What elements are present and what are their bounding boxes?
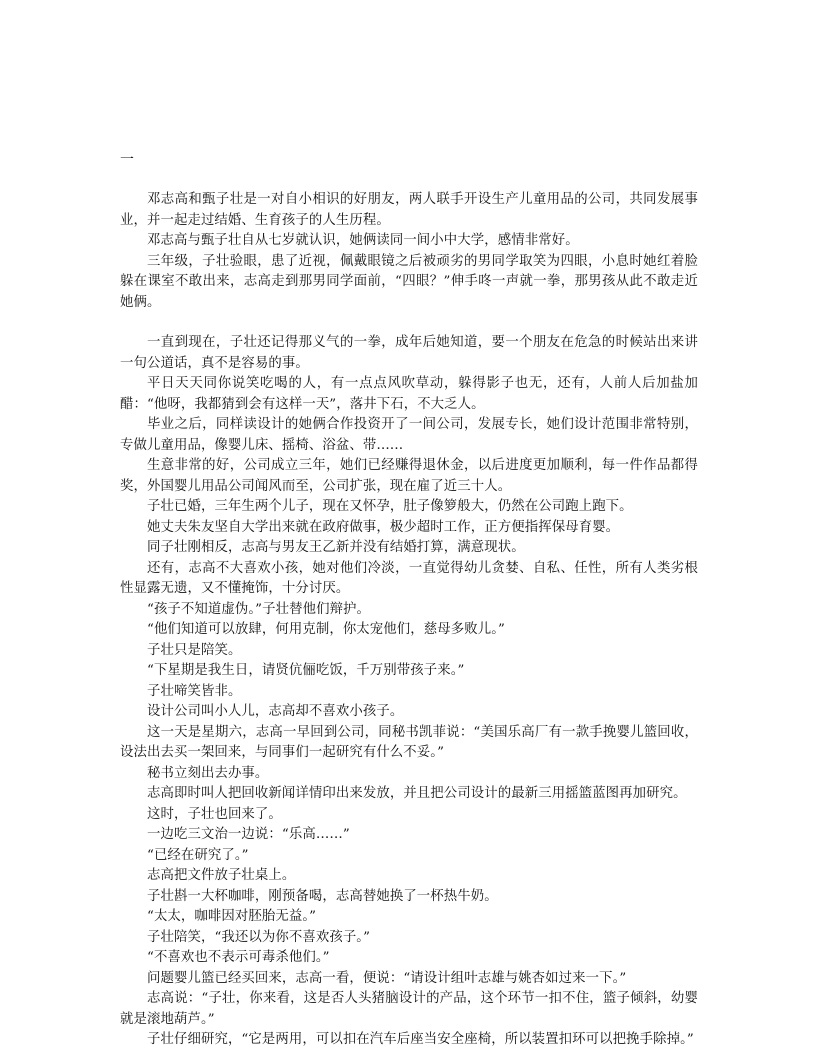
paragraph: 秘书立刻出去办事。	[147, 765, 269, 781]
paragraph: 同子壮刚相反，志高与男友王乙新并没有结婚打算，满意现状。	[147, 540, 525, 555]
paragraph: 志高说：“子壮，你来看，这是否人头猪脑设计的产品，这个环节一扣不住，篮子倾斜，幼婴就是滚地葫芦。”	[120, 991, 698, 1027]
paragraph: 设计公司叫小人儿，志高却不喜欢小孩子。	[147, 704, 404, 719]
paragraph: 子壮陪笑，“我还以为你不喜欢孩子。”	[147, 929, 371, 945]
paragraph: 志高即时叫人把回收新闻详情印出来发放，并且把公司设计的最新三用摇篮蓝图再加研究。	[147, 786, 687, 801]
paragraph: 一边吃三文治一边说：“乐高……”	[147, 827, 350, 842]
paragraph: “太太，咖啡因对胚胎无益。”	[147, 909, 317, 924]
paragraph: 三年级，子壮验眼，患了近视，佩戴眼镜之后被顽劣的男同学取笑为四眼，小息时她红着脸躲在课室不敢出来，志高走到那男同学面前，“四眼？”伸手咚一声就一拳，那男孩从此不敢走近她俩。	[120, 253, 698, 310]
paragraph: “孩子不知道虚伪。”子壮替他们辩护。	[147, 601, 371, 617]
paragraph: 邓志高和甄子壮是一对自小相识的好朋友，两人联手开设生产儿童用品的公司，共同发展事业，并一起走过结婚、生育孩子的人生历程。	[120, 192, 698, 228]
paragraph: 子壮只是陪笑。	[147, 642, 242, 658]
paragraph: 毕业之后，同样读设计的她俩合作投资开了一间公司，发展专长，她们设计范围非常特别，专做儿童用品，像婴儿床、摇椅、浴盆、带……	[120, 417, 698, 453]
paragraph: 子壮已婚，三年生两个儿子，现在又怀孕，肚子像箩般大，仍然在公司跑上跑下。	[147, 499, 633, 514]
paragraph: 邓志高与甄子壮自从七岁就认识，她俩读同一间小中大学，感情非常好。	[147, 233, 579, 248]
body-text	[120, 190, 698, 1051]
paragraph: 平日天天同你说笑吃喝的人，有一点点风吹草动，躲得影子也无，还有，人前人后加盐加醋：“他呀，我都猜到会有这样一天”，落井下石，不大乏人。	[120, 376, 698, 412]
paragraph: 这一天是星期六，志高一早回到公司，同秘书凯菲说：“美国乐高厂有一款手挽婴儿篮回收，设法出去买一架回来，与同事们一起研究有什么不妥。”	[120, 724, 698, 760]
paragraph: 问题婴儿篮已经买回来，志高一看，便说：“请设计组叶志雄与姚杏如过来一下。”	[147, 970, 627, 986]
paragraph: 还有，志高不大喜欢小孩，她对他们冷淡，一直觉得幼儿贪婪、自私、任性，所有人类劣根性显露无遗，又不懂掩饰，十分讨厌。	[120, 560, 698, 596]
paragraph: 子壮啼笑皆非。	[147, 683, 242, 699]
paragraph: 生意非常的好，公司成立三年，她们已经赚得退休金，以后进度更加顺利，每一件作品都得奖，外国婴儿用品公司闻风而至，公司扩张，现在雇了近三十人。	[120, 458, 698, 494]
paragraph: 子壮斟一大杯咖啡，刚预备喝，志高替她换了一杯热牛奶。	[147, 888, 498, 904]
chapter-heading: 一	[120, 152, 134, 168]
paragraph: “已经在研究了。”	[147, 847, 249, 863]
paragraph: “下星期是我生日，请贤伉俪吃饭，千万别带孩子来。”	[147, 663, 465, 678]
paragraph: 一直到现在，子壮还记得那义气的一拳，成年后她知道，要一个朋友在危急的时候站出来讲一句公道话，真不是容易的事。	[120, 335, 698, 371]
paragraph: “他们知道可以放肆，何用克制，你太宠他们，慈母多败儿。”	[147, 622, 505, 637]
document-page	[120, 150, 698, 1051]
paragraph: “不喜欢也不表示可毒杀他们。”	[147, 950, 330, 965]
paragraph: 这时，子壮也回来了。	[147, 806, 282, 822]
paragraph: 子壮仔细研究，“它是两用，可以扣在汽车后座当安全座椅，所以装置扣环可以把挽手除掉。”	[147, 1032, 694, 1047]
paragraph: 志高把文件放子壮桌上。	[147, 868, 296, 883]
paragraph: 她丈夫朱友坚自大学出来就在政府做事，极少超时工作，正方便指挥保母育婴。	[147, 519, 620, 535]
